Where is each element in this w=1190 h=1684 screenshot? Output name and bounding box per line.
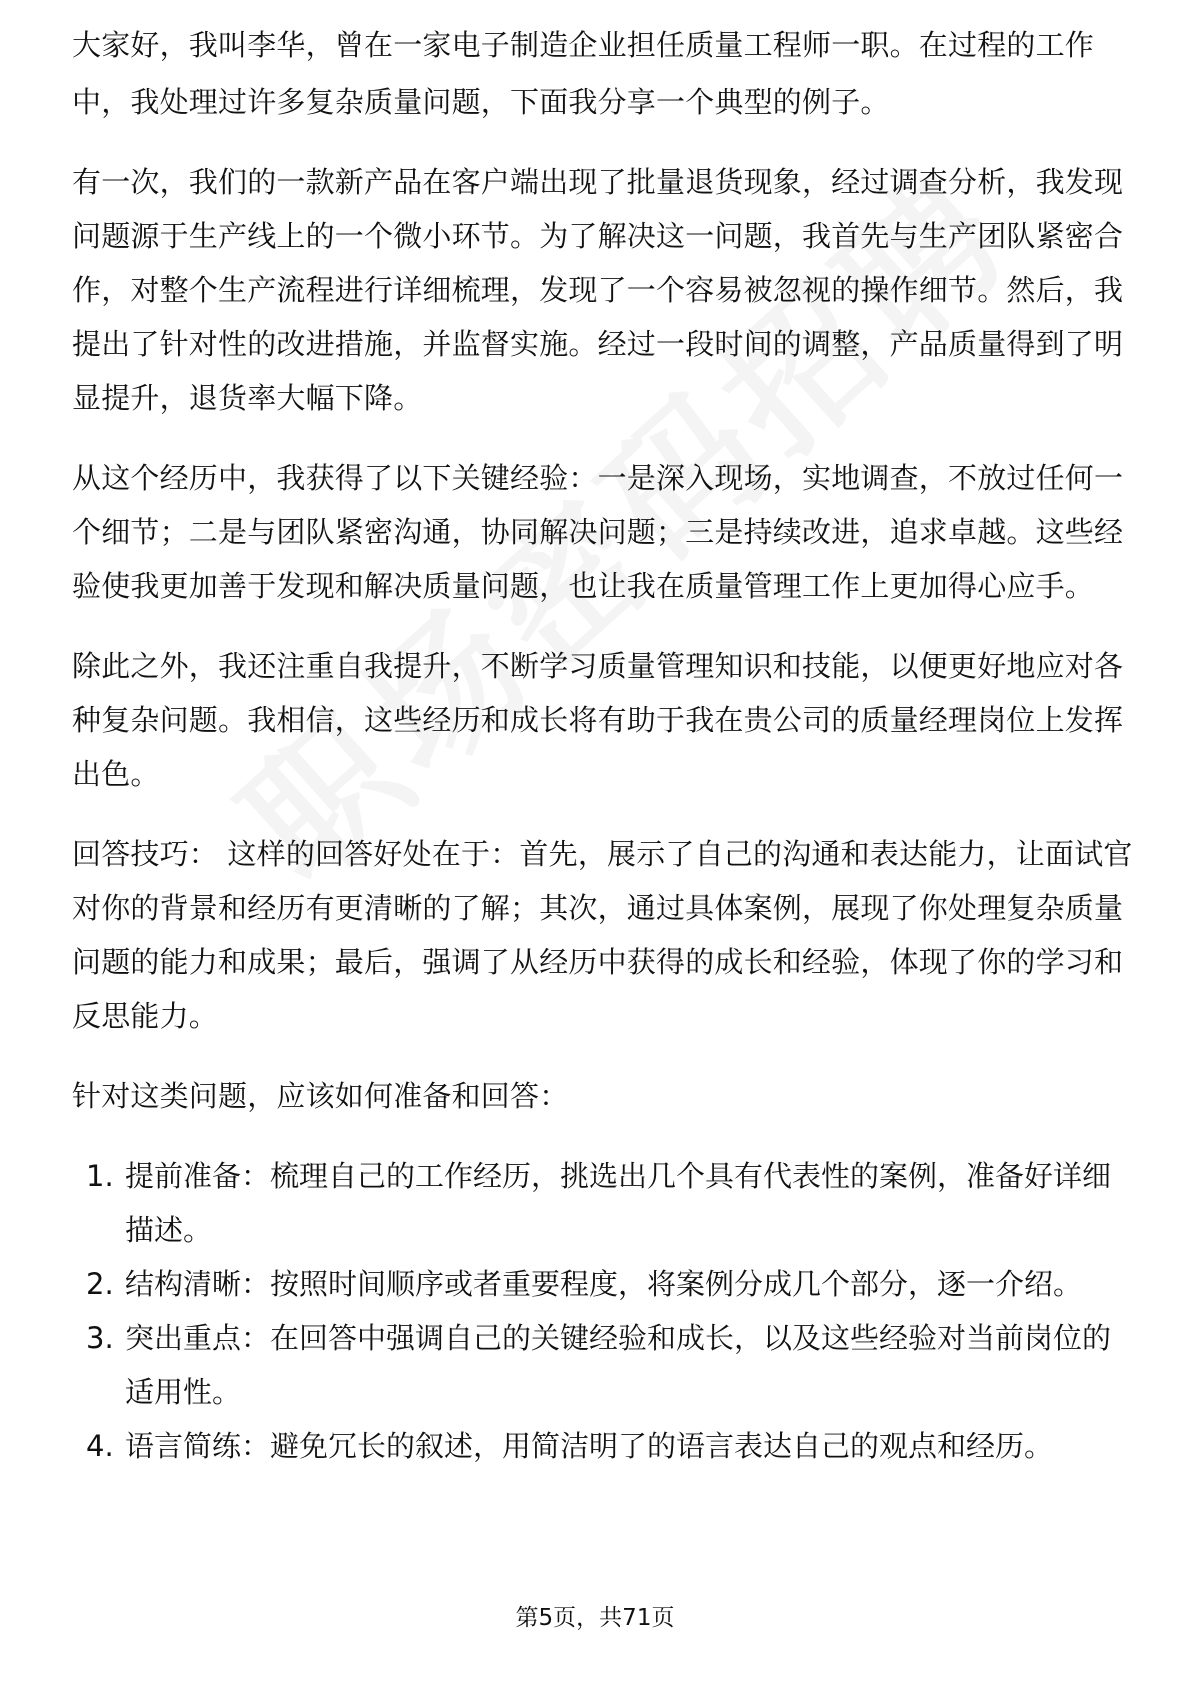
list-item-line: 语言简练：避免冗长的叙述，用简洁明了的语言表达自己的观点和经历。 bbox=[125, 1429, 1054, 1463]
list-number: 2. bbox=[86, 1267, 114, 1301]
paragraph-line: 种复杂问题。我相信，这些经历和成长将有助于我在贵公司的质量经理岗位上发挥 bbox=[72, 703, 1124, 737]
list-number: 3. bbox=[86, 1321, 114, 1355]
paragraph-line: 中，我处理过许多复杂质量问题，下面我分享一个典型的例子。 bbox=[72, 85, 890, 119]
paragraph-line: 问题源于生产线上的一个微小环节。为了解决这一问题，我首先与生产团队紧密合 bbox=[72, 219, 1124, 253]
paragraph-line: 除此之外，我还注重自我提升，不断学习质量管理知识和技能，以便更好地应对各 bbox=[72, 649, 1124, 683]
list-number: 4. bbox=[86, 1429, 114, 1463]
answer-tips-line: 问题的能力和成果；最后，强调了从经历中获得的成长和经验，体现了你的学习和 bbox=[72, 945, 1124, 979]
paragraph-line: 作，对整个生产流程进行详细梳理，发现了一个容易被忽视的操作细节。然后，我 bbox=[72, 273, 1124, 307]
paragraph-line: 个细节；二是与团队紧密沟通，协同解决问题；三是持续改进，追求卓越。这些经 bbox=[72, 515, 1124, 549]
paragraph-line: 显提升，退货率大幅下降。 bbox=[72, 381, 423, 415]
list-item-line: 突出重点：在回答中强调自己的关键经验和成长，以及这些经验对当前岗位的 bbox=[125, 1321, 1112, 1355]
paragraph-line: 有一次，我们的一款新产品在客户端出现了批量退货现象，经过调查分析，我发现 bbox=[72, 165, 1124, 199]
paragraph-line: 出色。 bbox=[72, 757, 160, 791]
page-number-footer: 第5页，共71页 bbox=[515, 1605, 675, 1631]
list-item-line: 描述。 bbox=[125, 1213, 213, 1247]
paragraph-line: 从这个经历中，我获得了以下关键经验：一是深入现场，实地调查，不放过任何一 bbox=[72, 461, 1124, 495]
paragraph-line: 提出了针对性的改进措施，并监督实施。经过一段时间的调整，产品质量得到了明 bbox=[72, 327, 1124, 361]
list-item-line: 提前准备：梳理自己的工作经历，挑选出几个具有代表性的案例，准备好详细 bbox=[125, 1159, 1112, 1193]
answer-tips-line: 回答技巧： 这样的回答好处在于：首先，展示了自己的沟通和表达能力，让面试官 bbox=[72, 837, 1133, 871]
paragraph-line: 大家好，我叫李华，曾在一家电子制造企业担任质量工程师一职。在过程的工作 bbox=[72, 28, 1095, 62]
list-item-line: 适用性。 bbox=[125, 1375, 242, 1409]
answer-tips-line: 对你的背景和经历有更清晰的了解；其次，通过具体案例，展现了你处理复杂质量 bbox=[72, 891, 1124, 925]
list-item-line: 结构清晰：按照时间顺序或者重要程度，将案例分成几个部分，逐一介绍。 bbox=[125, 1267, 1083, 1301]
list-intro: 针对这类问题，应该如何准备和回答： bbox=[72, 1079, 569, 1113]
paragraph-line: 验使我更加善于发现和解决质量问题，也让我在质量管理工作上更加得心应手。 bbox=[72, 569, 1095, 603]
list-number: 1. bbox=[86, 1159, 114, 1193]
answer-tips-line: 反思能力。 bbox=[72, 999, 219, 1033]
